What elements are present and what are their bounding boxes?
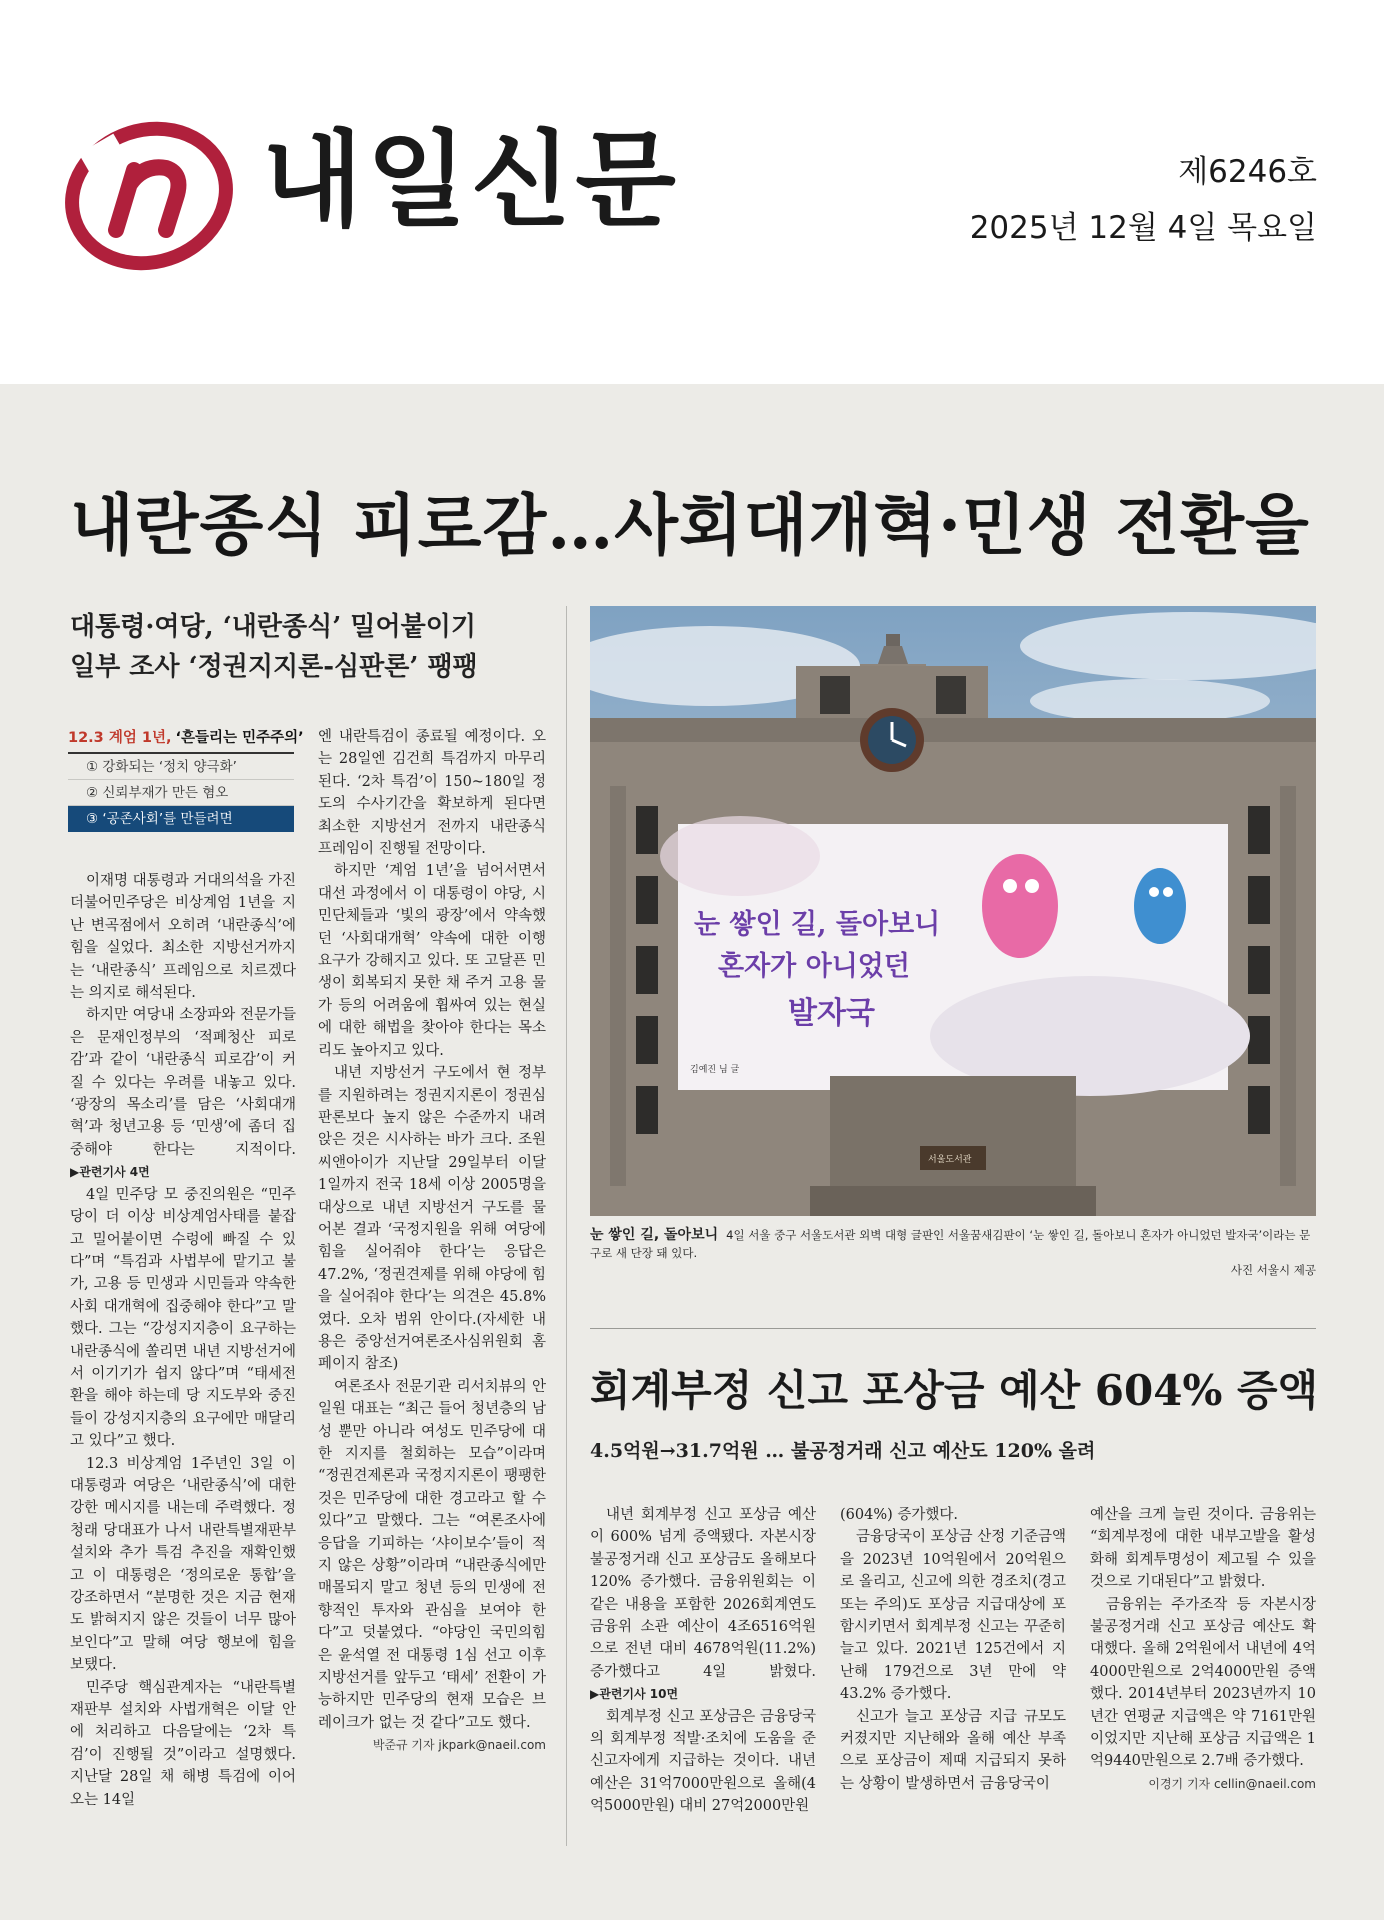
paragraph: 회계부정 신고 포상금은 금융당국의 회계부정 적발·조치에 도움을 준 신고자에게 지급하는 것이다. 내년 예산은 31억7000만원으로 올해(4억5000만원) 대비 27억2000만원 — [590, 1708, 816, 1815]
series-item: ① 강화되는 ‘정치 양극화’ — [68, 754, 294, 780]
second-column-3 — [1090, 1504, 1316, 1795]
series-box — [68, 726, 304, 851]
paragraph: 이재명 대통령과 거대의석을 가진 더불어민주당은 비상계엄 1년을 지난 변곡점에서 오히려 ‘내란종식’에 힘을 실었다. 최소한 지방선거까지는 ‘내란종식’ 프레임으로 치르겠다는 의지로 해석된다. — [70, 873, 296, 1002]
paragraph-text: 내년 회계부정 신고 포상금 예산이 600% 넘게 증액됐다. 자본시장 불공정거래 신고 포상금도 올해보다 120% 증가했다. 금융위원회는 이 같은 내용을 포함한 2026회계연도 금융위 소관 예산이 4조6516억원으로 전년 대비 4678억원(11.2%) 증가했다고 4일 밝혔다. — [590, 1507, 816, 1680]
paragraph: 금융위는 주가조작 등 자본시장 불공정거래 신고 포상금 예산도 확대했다. 올해 2억원에서 내년에 4억4000만원으로 2억4000만원 증액했다. 2014년부터 2023년까지 10년간 연평균 지급액은 약 7161만원이었지만 지난해 포상금 지급액은 1억9440만원으로 2.7배 증가했다. — [1090, 1596, 1316, 1770]
column-divider — [566, 606, 567, 1846]
photo-credit: 사진 서울시 제공 — [1230, 1263, 1316, 1277]
banner-line-2: 혼자가 아니었던 — [718, 951, 910, 982]
masthead — [0, 0, 1384, 384]
paragraph: 4일 민주당 모 중진의원은 “민주당이 더 이상 비상계엄사태를 붙잡고 밀어붙이면 수렁에 빠질 수 있다”며 “특검과 사법부에 맡기고 불가, 고용 등 민생과 시민들과 약속한 사회 대개혁에 집중해야 한다”고 말했다. 그는 “강성지지층이 요구하는 내란종식에 쏠리면 내년 지방선거에서 이기기가 쉽지 않다”며 “태세전환을 해야 하는데 당 지도부와 중진들이 강성지지층의 요구에만 매달리고 있다”고 했다. — [70, 1186, 296, 1450]
photo-seoul-library — [590, 606, 1316, 1216]
issue-number: 제6246호 — [1178, 154, 1317, 190]
paragraph: 예산을 크게 늘린 것이다. 금융위는 “회계부정에 대한 내부고발을 활성화해 회계투명성이 제고될 수 있을 것으로 기대된다”고 밝혔다. — [1090, 1507, 1316, 1591]
building-sign: 서울도서관 — [928, 1155, 972, 1165]
lead-headline: 내란종식 피로감…사회대개혁·민생 전환을 — [70, 486, 1310, 564]
second-headline: 회계부정 신고 포상금 예산 604% 증액 — [590, 1366, 1319, 1415]
newspaper-name: 내일신문 — [262, 119, 680, 241]
caption-title: 눈 쌓인 길, 돌아보니 — [590, 1227, 719, 1243]
paragraph — [590, 1504, 816, 1706]
paragraph: 엔 내란특검이 종료될 예정이다. 오는 28일엔 김건희 특검까지 마무리된다. ‘2차 특검’이 150~180일 정도의 수사기간을 확보하게 된다면 최소한 지방선거 전까지 내란종식 프레임이 진행될 전망이다. — [318, 729, 546, 858]
series-item: ② 신뢰부재가 만든 혐오 — [68, 780, 294, 806]
lead-byline: 박준규 기자 jkpark@naeil.com — [372, 1738, 546, 1753]
paragraph: 하지만 ‘계엄 1년’을 넘어서면서 대선 과정에서 이 대통령이 야당, 시민단체들과 ‘빛의 광장’에서 약속했던 ‘사회대개혁’ 약속에 대한 이행 요구가 강해지고 있다. 또 고달픈 민생이 회복되지 못한 채 주거 고용 물가 등의 어려움에 휩싸여 있는 현실에 대한 해법을 찾아야 한다는 목소리도 높아지고 있다. — [318, 863, 546, 1059]
lead-deck-line-1: 대통령·여당, ‘내란종식’ 밀어붙이기 — [70, 612, 476, 642]
lead-column-2 — [318, 726, 546, 1757]
series-title — [68, 726, 304, 754]
second-column-2 — [840, 1504, 1066, 1795]
banner-line-3: 발자국 — [788, 996, 875, 1031]
paragraph — [70, 1004, 296, 1183]
second-deck: 4.5억원→31.7억원 … 불공정거래 신고 예산도 120% 올려 — [590, 1440, 1096, 1462]
photo-caption — [590, 1226, 1316, 1262]
section-divider — [590, 1328, 1316, 1329]
banner-line-1: 눈 쌓인 길, 돌아보니 — [694, 909, 941, 940]
paragraph: 신고가 늘고 포상금 지급 규모도 커졌지만 지난해와 올해 예산 부족으로 포상금이 제때 지급되지 못하는 상황이 발생하면서 금융당국이 — [840, 1708, 1066, 1792]
paragraph: 민주당 핵심관계자는 “내란특별재판부 설치와 사법개혁은 이달 안에 처리하고 다음달에는 ‘2차 특검’이 진행될 것”이라고 설명했다. 지난달 28일 채 해병 특검에 이어 오는 14일 — [70, 1679, 296, 1808]
series-title-date: 12.3 계엄 1년, — [68, 730, 172, 746]
caption-text: 4일 서울 중구 서울도서관 외벽 대형 글판인 서울꿈새김판이 ‘눈 쌓인 길, 돌아보니 혼자가 아니었던 발자국’이라는 문구로 새 단장 돼 있다. — [590, 1228, 1311, 1260]
paragraph: (604%) 증가했다. — [840, 1507, 959, 1523]
paragraph-text: 하지만 여당내 소장파와 전문가들은 문재인정부의 ‘적폐청산 피로감’과 같이 ‘내란종식 피로감’이 커질 수 있다는 우려를 내놓고 있다. ‘광장의 목소리’를 담은 ‘사회대개혁’과 청년고용 등 ‘민생’에 좀더 집중해야 한다는 지적이다. — [70, 1007, 296, 1158]
second-column-1 — [590, 1504, 816, 1818]
second-byline: 이경기 기자 cellin@naeil.com — [1148, 1776, 1316, 1791]
series-item-current: ③ ‘공존사회’를 만들려면 — [68, 806, 294, 832]
paragraph: 금융당국이 포상금 산정 기준금액을 2023년 10억원에서 20억원으로 올리고, 신고에 의한 경조치(경고 또는 주의)도 포상금 지급대상에 포함시키면서 회계부정 신고는 꾸준히 늘고 있다. 2021년 125건에서 지난해 179건으로 3년 만에 약 43.2% 증가했다. — [840, 1529, 1066, 1703]
related-article-ref: ▶관련기사 4면 — [70, 1165, 150, 1180]
lead-column-1 — [70, 870, 296, 1811]
naeil-logo-icon — [64, 112, 234, 274]
paragraph: 여론조사 전문기관 리서치뷰의 안일원 대표는 “최근 들어 청년층의 남성 뿐만 아니라 여성도 민주당에 대한 지지를 철회하는 모습”이라며 “정권견제론과 국정지지론이 팽팽한 것은 민주당에 대한 경고라고 할 수 있다”고 말했다. 그는 “여론조사에 응답을 기피하는 ‘샤이보수’들이 적지 않은 상황”이라며 “내란종식에만 매몰되지 말고 청년 등의 민생에 전향적인 투자와 관심을 보여야 한다”고 덧붙였다. “야당인 국민의힘은 윤석열 전 대통령 1심 선고 이후 지방선거를 앞두고 ‘태세’ 전환이 가능하지만 민주당의 현재 모습은 브레이크가 없는 것 같다”고도 했다. — [318, 1378, 546, 1731]
issue-date: 2025년 12월 4일 목요일 — [969, 210, 1317, 246]
front-page — [0, 384, 1384, 1920]
lead-deck-line-2: 일부 조사 ‘정권지지론-심판론’ 팽팽 — [70, 652, 478, 682]
paragraph: 내년 지방선거 구도에서 현 정부를 지원하려는 정권지지론이 정권심판론보다 높지 않은 수준까지 내려앉은 것은 시사하는 바가 크다. 조원씨앤아이가 지난달 29일부터 이달 1일까지 전국 18세 이상 2005명을 대상으로 내년 지방선거 구도를 물어본 결과 ‘국정지원을 위해 여당에 힘을 실어줘야 한다’는 응답은 47.2%, ‘정권견제를 위해 야당에 힘을 실어줘야 한다’는 의견은 45.8%였다. 오차 범위 안이다.(자세한 내용은 중앙선거여론조사심위원회 홈페이지 참조) — [318, 1065, 546, 1373]
series-title-accent: ‘흔들리는 민주주의’ — [175, 730, 304, 746]
related-article-ref: ▶관련기사 10면 — [590, 1687, 679, 1702]
banner-credit: 김예진 님 글 — [690, 1065, 740, 1075]
paragraph: 12.3 비상계엄 1주년인 3일 이 대통령과 여당은 ‘내란종식’에 대한 강한 메시지를 내는데 주력했다. 정청래 당대표가 나서 내란특별재판부 설치와 추가 특검 추진을 재확인했고 이 대통령은 ‘정의로운 통합’을 강조하면서 “분명한 것은 지금 현재도 밝혀지지 않은 것들이 너무 많아 보인다”고 말해 여당 행보에 힘을 보탰다. — [70, 1455, 296, 1674]
